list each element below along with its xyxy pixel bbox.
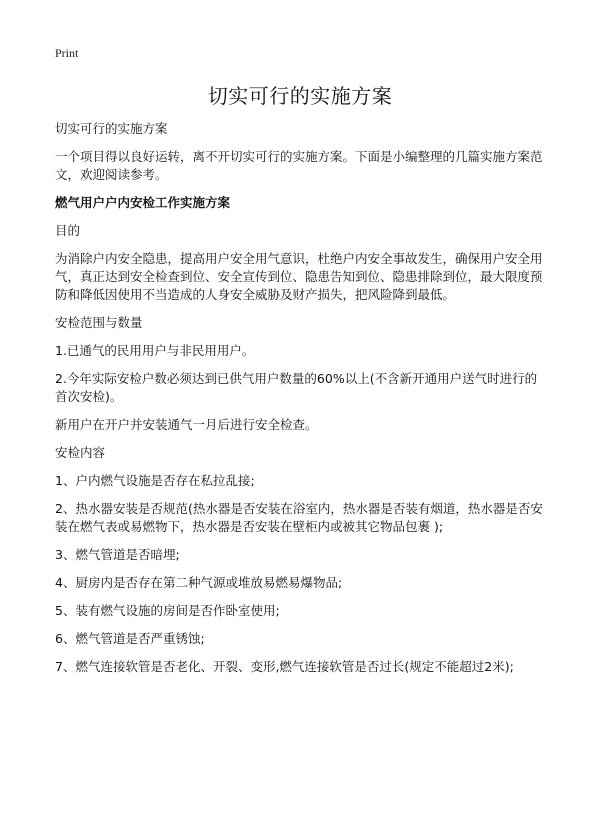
- list-item-check-2: 2、热水器安装是否规范(热水器是否安装在浴室内，热水器是否装有烟道，热水器是否安装在燃气表或易燃物下，热水器是否安装在壁柜内或被其它物品包裹 );: [55, 501, 543, 534]
- list-item-check-6: 6、燃气管道是否严重锈蚀;: [55, 631, 205, 646]
- document-body: [55, 120, 547, 686]
- print-link[interactable]: Print: [55, 46, 79, 60]
- paragraph-purpose: 为消除户内安全隐患，提高用户安全用气意识，杜绝户内安全事故发生，确保用户安全用气，真正达到安全检查到位、安全宣传到位、隐患告知到位、隐患排除到位，最大限度预防和降低因使用不当造成的人身安全威胁及财产损失，把风险降到最低。: [55, 251, 543, 302]
- paragraph-new-users: 新用户在开户并安装通气一月后进行安全检查。: [55, 417, 318, 432]
- list-item-check-4: 4、厨房内是否存在第二种气源或堆放易燃易爆物品;: [55, 575, 343, 590]
- list-item-scope-2: 2.今年实际安检户数必须达到已供气用户数量的60%以上(不含新开通用户送气时进行的首次安检)。: [55, 371, 538, 404]
- list-item-check-3: 3、燃气管道是否暗埋;: [55, 547, 180, 562]
- list-item-check-7: 7、燃气连接软管是否老化、开裂、变形,燃气连接软管是否过长(规定不能超过2米);: [55, 659, 514, 674]
- subheading-purpose: 目的: [55, 223, 81, 238]
- list-item-check-5: 5、装有燃气设施的房间是否作卧室使用;: [55, 603, 280, 618]
- paragraph-intro-title: 切实可行的实施方案: [55, 121, 168, 136]
- subheading-content: 安检内容: [55, 445, 106, 460]
- list-item-check-1: 1、户内燃气设施是否存在私拉乱接;: [55, 473, 255, 488]
- section-heading: 燃气用户户内安检工作实施方案: [55, 195, 231, 210]
- document-title: 切实可行的实施方案: [207, 84, 393, 108]
- list-item-scope-1: 1.已通气的民用用户与非民用用户。: [55, 343, 255, 358]
- subheading-scope: 安检范围与数量: [55, 315, 143, 330]
- paragraph-intro: 一个项目得以良好运转，离不开切实可行的实施方案。下面是小编整理的几篇实施方案范文，欢迎阅读参考。: [55, 149, 543, 182]
